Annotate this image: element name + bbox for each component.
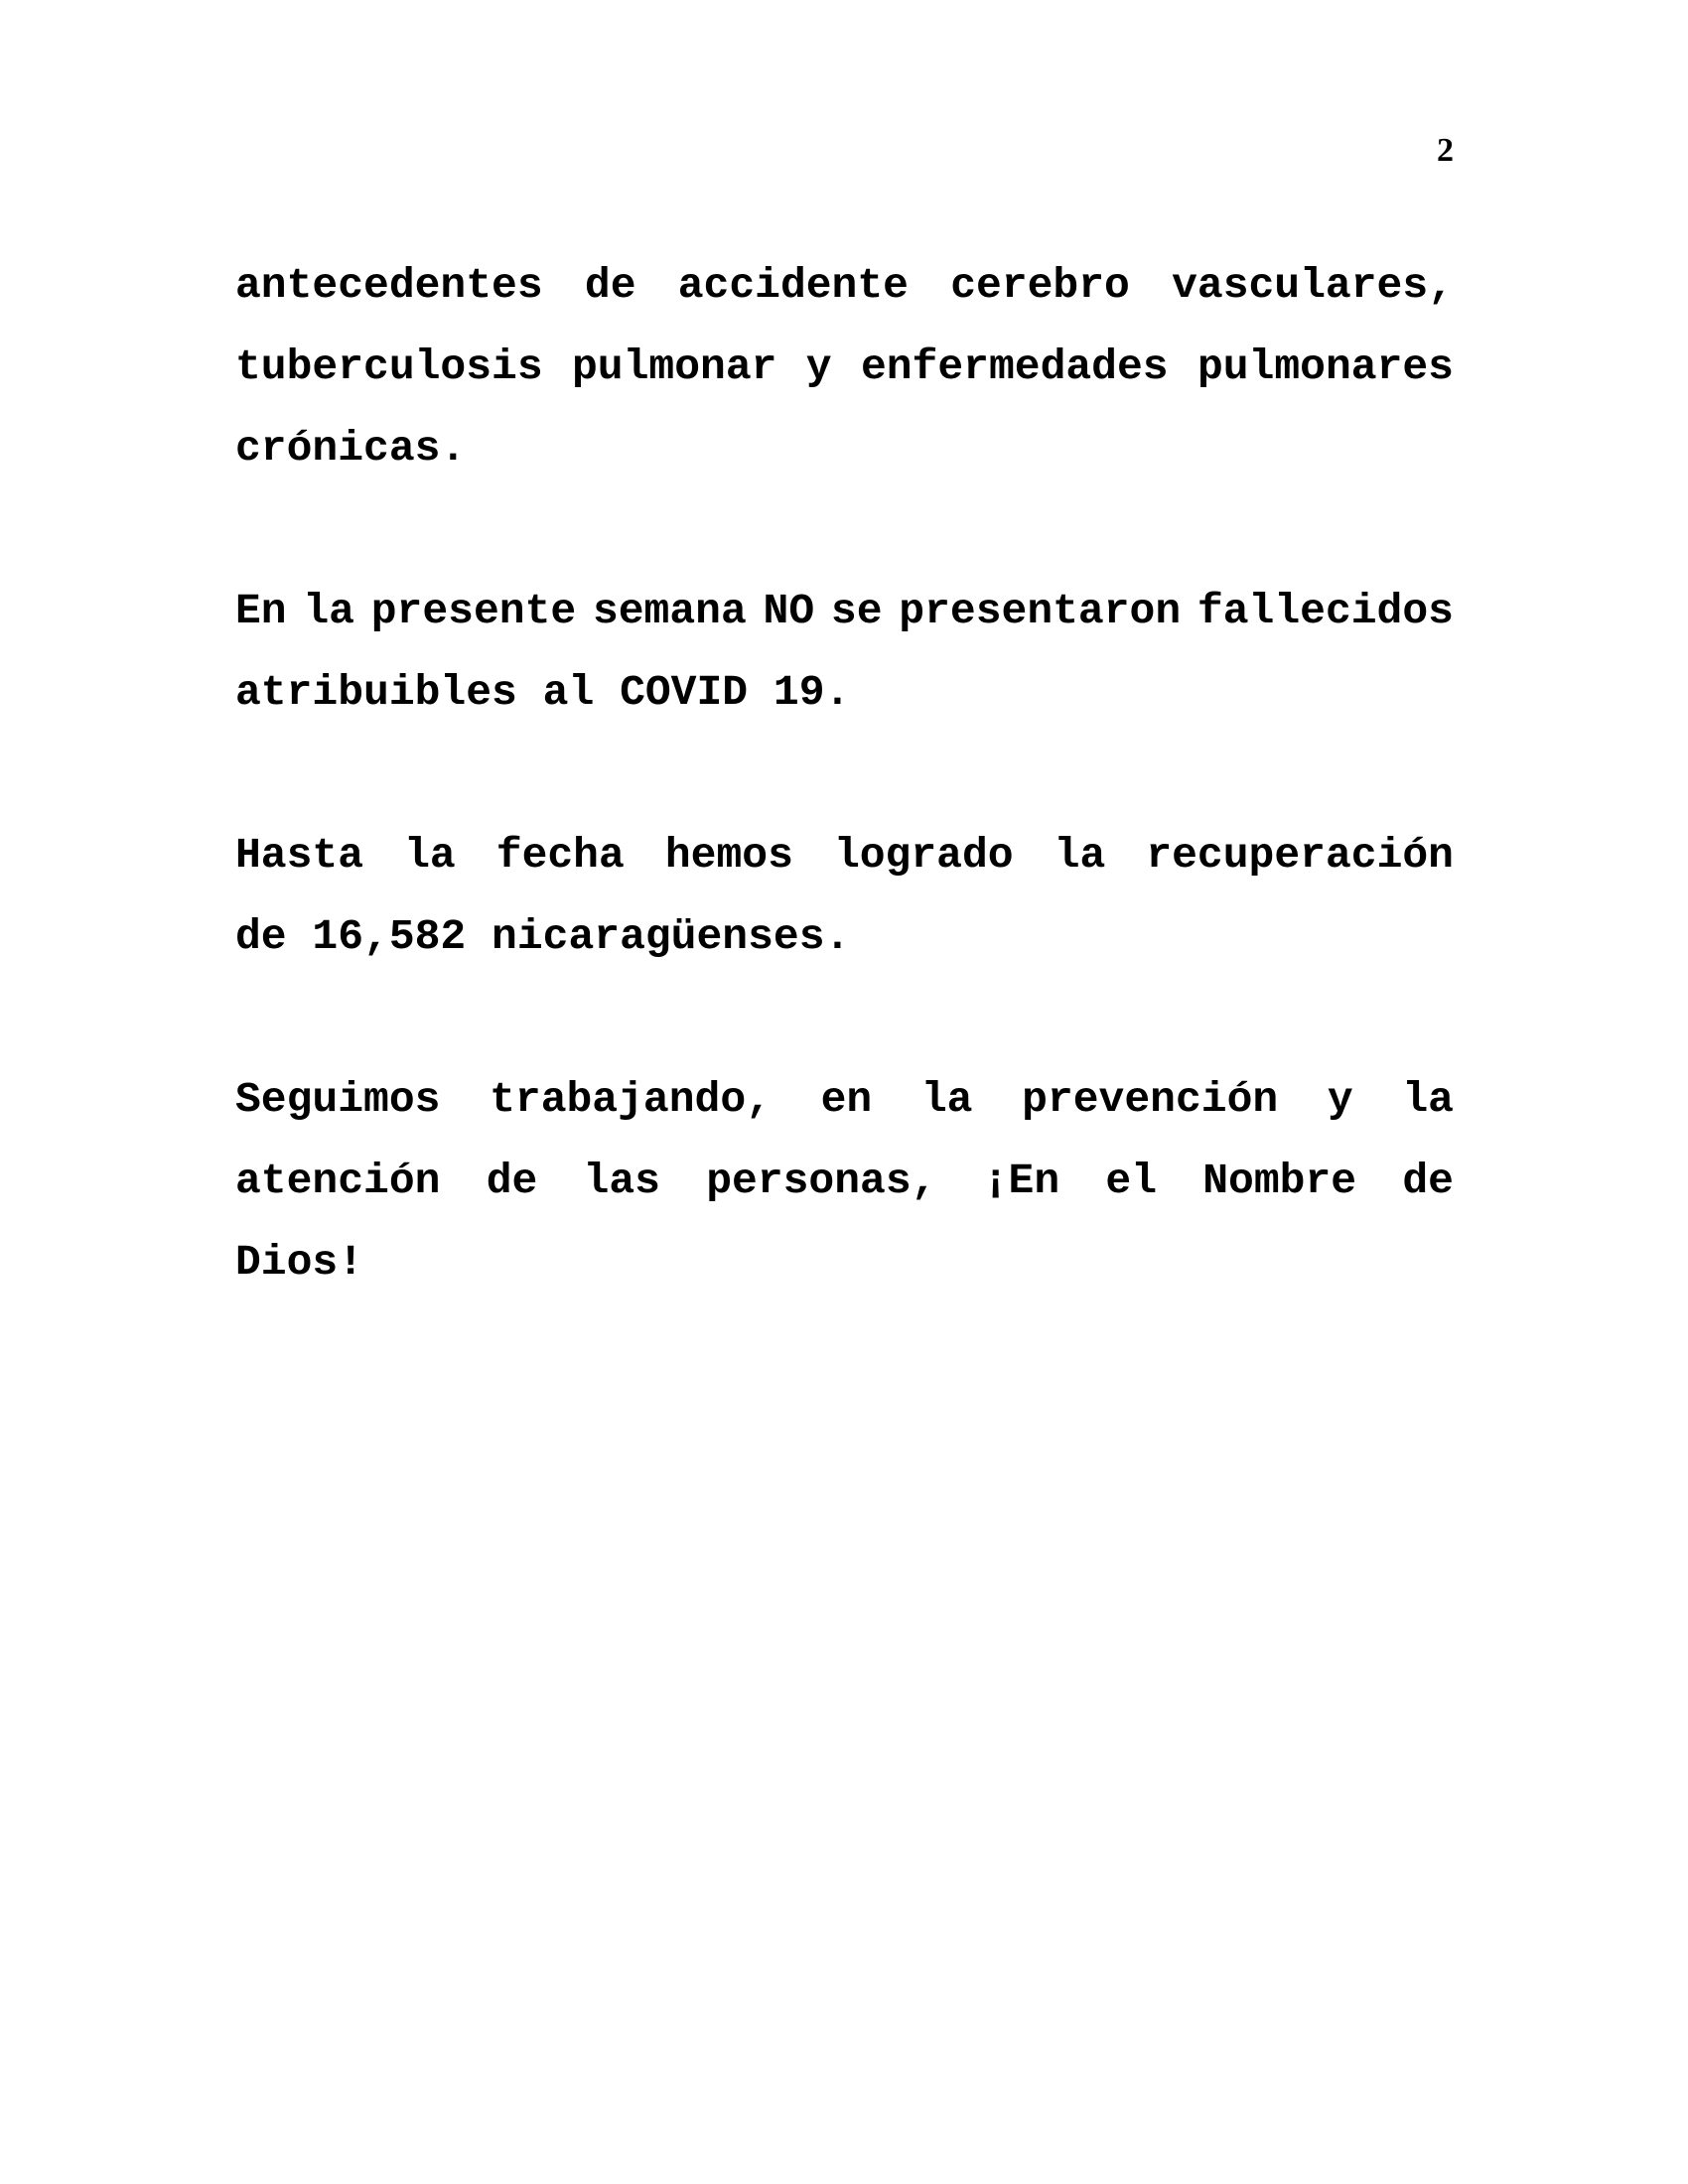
word: En	[235, 587, 287, 635]
word: la	[303, 587, 354, 635]
word: de	[486, 1157, 538, 1205]
word: trabajando,	[490, 1075, 772, 1124]
word: NO	[763, 587, 815, 635]
word: tuberculosis	[235, 342, 543, 391]
text-line: de 16,582 nicaragüenses.	[235, 912, 851, 961]
text-line: crónicas.	[235, 424, 467, 473]
word: de	[1402, 1157, 1454, 1205]
word: logrado	[833, 831, 1014, 880]
text-line	[235, 815, 1454, 896]
word: Hasta	[235, 831, 364, 880]
text-line	[235, 1059, 1454, 1141]
word: la	[1402, 1075, 1454, 1124]
word: semana	[592, 587, 747, 635]
word: se	[830, 587, 883, 635]
word: ¡En	[982, 1157, 1060, 1205]
word: atención	[235, 1157, 441, 1205]
word: en	[820, 1075, 873, 1124]
word: el	[1105, 1157, 1157, 1205]
text-line: atribuibles al COVID 19.	[235, 668, 851, 717]
word: accidente	[677, 261, 909, 310]
word: presentaron	[899, 587, 1182, 635]
paragraph-deaths	[235, 571, 1454, 734]
document-body	[235, 245, 1454, 1385]
word: y	[805, 342, 832, 391]
word: antecedentes	[235, 261, 543, 310]
word: prevención	[1022, 1075, 1279, 1124]
page-number: 2	[1437, 132, 1454, 169]
word: fallecidos	[1196, 587, 1454, 635]
word: las	[583, 1157, 660, 1205]
word: fecha	[495, 831, 625, 880]
text-line	[235, 327, 1454, 408]
word: cerebro	[950, 261, 1130, 310]
word: enfermedades	[860, 342, 1169, 391]
paragraph-closing	[235, 1059, 1454, 1303]
text-line	[235, 571, 1454, 652]
paragraph-risk-factors	[235, 245, 1454, 489]
word: la	[404, 831, 456, 880]
text-line: Dios!	[235, 1238, 364, 1287]
word: la	[1054, 831, 1106, 880]
word: recuperación	[1146, 831, 1454, 880]
word: hemos	[664, 831, 793, 880]
word: presente	[370, 587, 577, 635]
word: personas,	[706, 1157, 937, 1205]
text-line	[235, 1141, 1454, 1222]
word: Seguimos	[235, 1075, 441, 1124]
word: de	[584, 261, 636, 310]
word: pulmonar	[572, 342, 777, 391]
word: pulmonares	[1196, 342, 1454, 391]
text-line	[235, 245, 1454, 327]
paragraph-recoveries	[235, 815, 1454, 978]
word: Nombre	[1202, 1157, 1357, 1205]
word: vasculares,	[1172, 261, 1454, 310]
word: y	[1327, 1075, 1353, 1124]
word: la	[920, 1075, 973, 1124]
